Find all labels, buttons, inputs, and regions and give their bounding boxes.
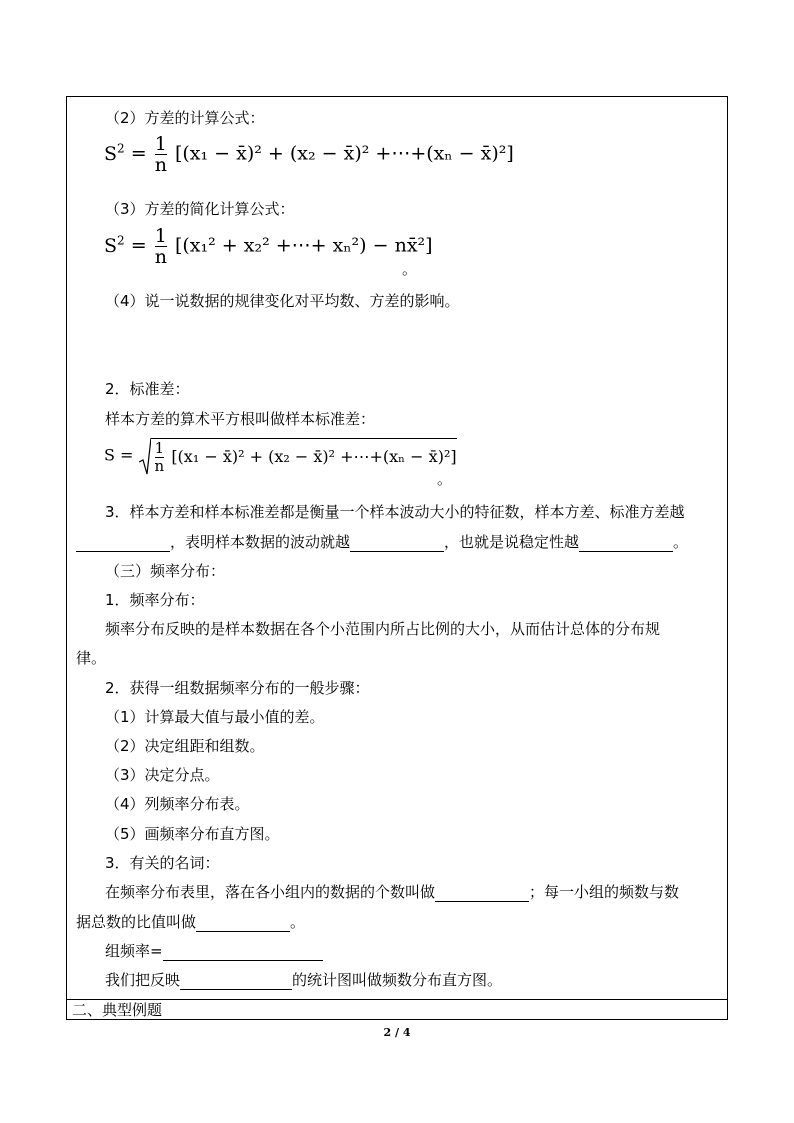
stddev-definition: 样本方差的算术平方根叫做样本标准差：: [105, 410, 376, 428]
frequency-h1: 1．频率分布：: [105, 591, 205, 609]
step-item: （5）画频率分布直方图。: [105, 825, 280, 843]
group-frequency-line: 组频率=: [105, 941, 323, 961]
formula-period: 。: [402, 260, 418, 278]
answer-blank[interactable]: [350, 535, 444, 552]
simplified-formula-body: [(x₁² + x₂² +⋯+ xₙ²) − nx̄²]: [174, 234, 433, 257]
simplified-formula-heading: （3）方差的简化计算公式：: [105, 200, 295, 218]
term-definition-line1: 在频率分布表里，落在各小组内的数据的个数叫做 ；每一小组的频数与数: [105, 883, 680, 901]
formula-period: 。: [437, 470, 453, 488]
frequency-h2: 2．获得一组数据频率分布的一般步骤：: [105, 679, 370, 697]
variance-formula: $S^2$ = $\frac{1}{n}$ [(x₁ − x̄)² + (x₂ − x̄)² +⋯+(xₙ − x̄)²]: [104, 133, 514, 176]
answer-blank[interactable]: [163, 944, 323, 961]
answer-blank[interactable]: [579, 535, 673, 552]
section2-heading: 二、典型例题: [72, 1001, 163, 1019]
step-item: （4）列频率分布表。: [105, 795, 250, 813]
answer-blank[interactable]: [196, 915, 290, 932]
point3-line1: 3．样本方差和样本标准差都是衡量一个样本波动大小的特征数，样本方差、标准方差越: [105, 503, 685, 521]
fraction: $\frac{1}{n}$: [154, 133, 167, 176]
formula-body: [(x₁ − x̄)² + (x₂ − x̄)² +⋯+(xₙ − x̄)²]: [174, 142, 514, 165]
frequency-p1-line1: 频率分布反映的是样本数据在各个小范围内所占比例的大小，从而估计总体的分布规: [105, 620, 661, 638]
stddev-heading: 2．标准差：: [105, 380, 190, 398]
fraction: $\frac{1}{n}$: [154, 225, 167, 268]
discussion-prompt: （4）说一说数据的规律变化对平均数、方差的影响。: [105, 292, 460, 310]
answer-blank[interactable]: [435, 885, 529, 902]
answer-blank[interactable]: [180, 973, 292, 990]
frequency-section-heading: （三）频率分布：: [105, 562, 226, 580]
variance-formula-heading: （2）方差的计算公式：: [105, 109, 265, 127]
frequency-p1-line2: 律。: [76, 649, 107, 667]
formula-lhs: $S^2$: [104, 141, 125, 165]
simplified-variance-formula: $S^2$ = $\frac{1}{n}$ [(x₁² + x₂² +⋯+ xₙ²) − nx̄²]: [104, 225, 433, 268]
term-definition-line2: 据总数的比值叫做 。: [76, 913, 306, 931]
point3-line2: ，表明样本数据的波动就越 ，也就是说稳定性越 。: [76, 532, 688, 552]
step-item: （1）计算最大值与最小值的差。: [105, 708, 325, 726]
answer-blank[interactable]: [76, 535, 170, 552]
sqrt-icon: $\frac{1}{n}$ [(x₁ − x̄)² + (x₂ − x̄)² +⋯+(xₙ − x̄)²]: [139, 438, 457, 474]
page-number: 2 / 4: [383, 1026, 411, 1039]
step-item: （2）决定组距和组数。: [105, 737, 265, 755]
stddev-formula: S = $\frac{1}{n}$ [(x₁ − x̄)² + (x₂ − x̄)² +⋯+(xₙ − x̄)²]: [104, 439, 457, 475]
histogram-definition: 我们把反映 的统计图叫做频数分布直方图。: [105, 971, 503, 989]
step-item: （3）决定分点。: [105, 766, 220, 784]
section-divider: [66, 999, 728, 1000]
frequency-h3: 3．有关的名词：: [105, 854, 220, 872]
